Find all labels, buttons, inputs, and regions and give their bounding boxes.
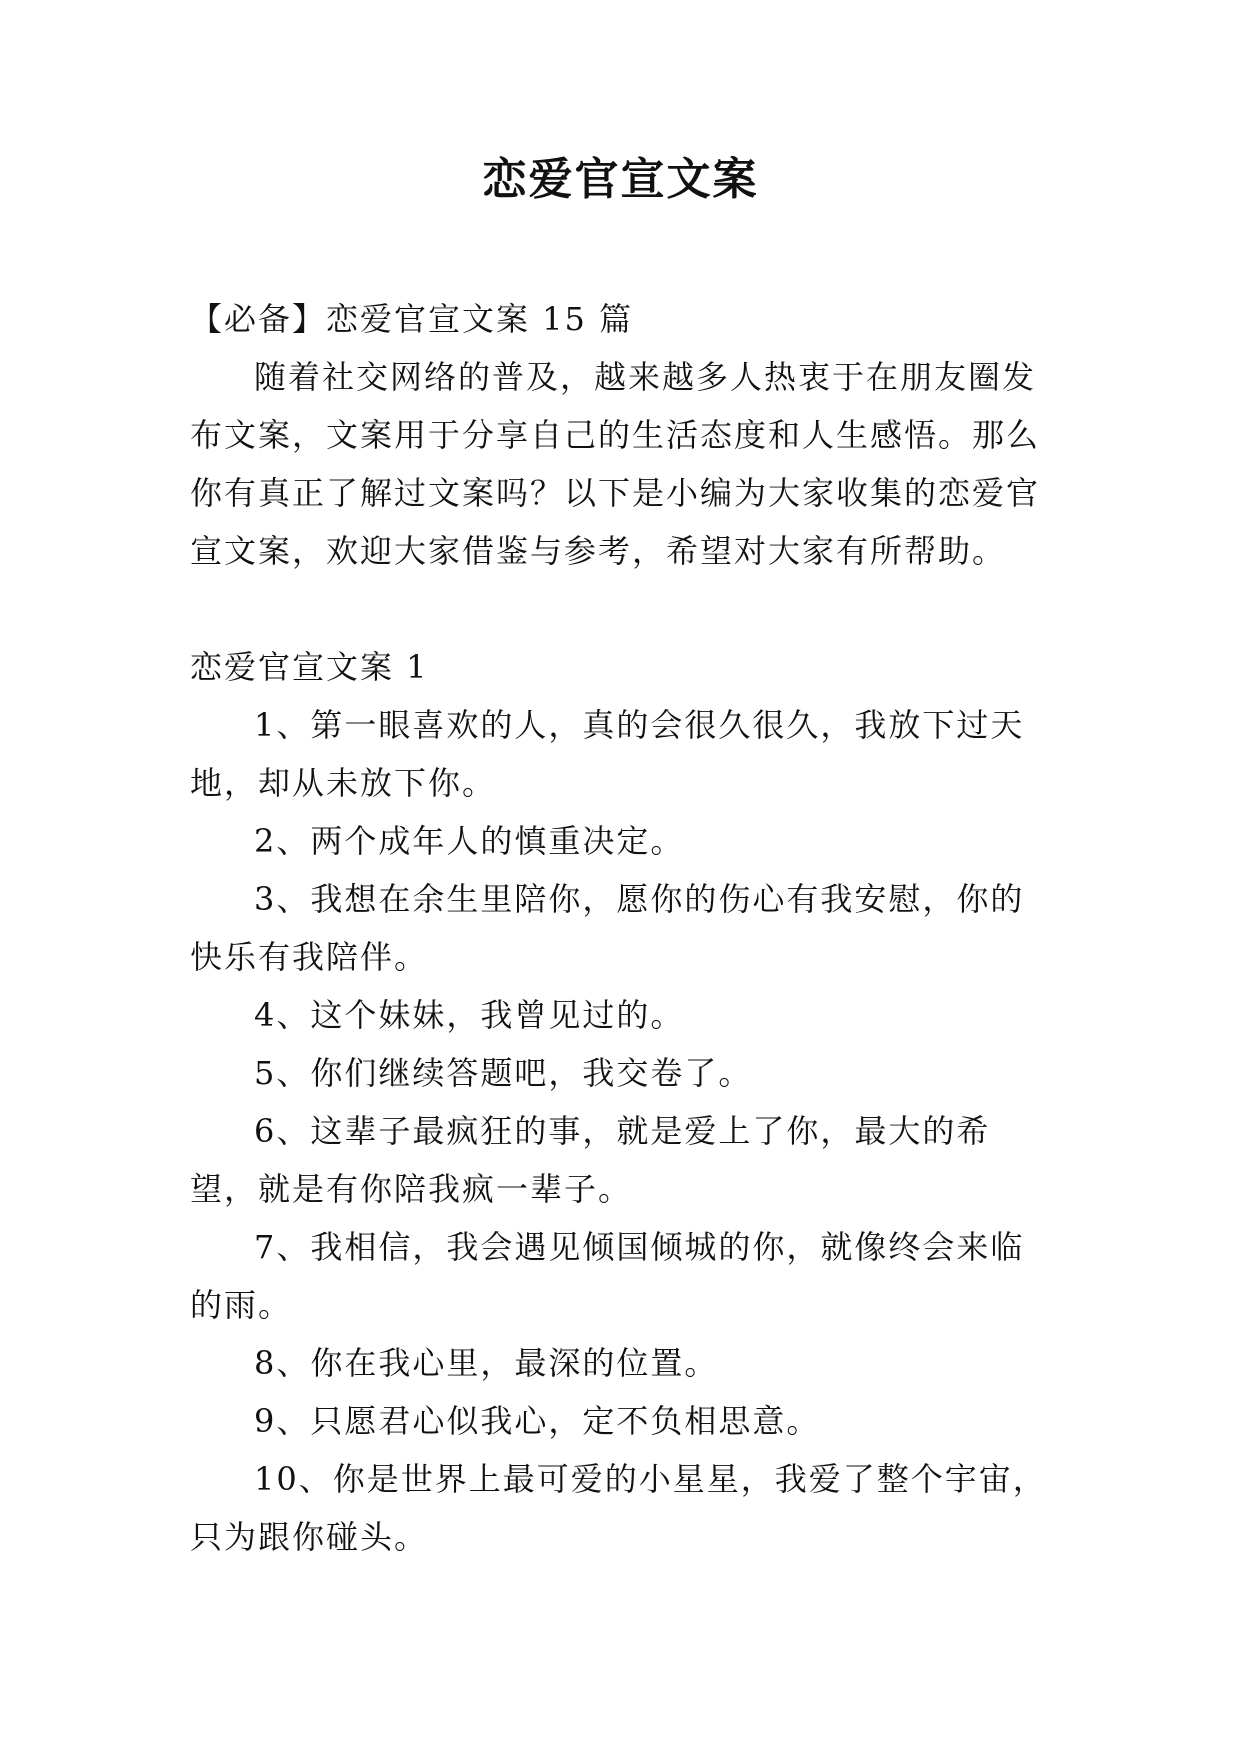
- list-item: 8、你在我心里，最深的位置。: [254, 1344, 719, 1382]
- list-item: 5、你们继续答题吧，我交卷了。: [254, 1054, 753, 1092]
- list-item: 10、你是世界上最可爱的小星星，我爱了整个宇宙，只为跟你碰头。: [190, 1460, 1047, 1556]
- list-item: 2、两个成年人的慎重决定。: [254, 822, 685, 860]
- document-body: [190, 290, 1056, 1566]
- list-item: 1、第一眼喜欢的人，真的会很久很久，我放下过天地，却从未放下你。: [190, 706, 1025, 802]
- list-item: 9、只愿君心似我心，定不负相思意。: [254, 1402, 821, 1440]
- list-item: 4、这个妹妹，我曾见过的。: [254, 996, 685, 1034]
- intro-paragraph: 随着社交网络的普及，越来越多人热衷于在朋友圈发布文案，文案用于分享自己的生活态度和人生感悟。那么你有真正了解过文案吗？以下是小编为大家收集的恋爱官宣文案，欢迎大家借鉴与参考，希望对大家有所帮助。: [190, 358, 1041, 570]
- list-item: 7、我相信，我会遇见倾国倾城的你，就像终会来临的雨。: [190, 1228, 1025, 1324]
- list-item: 6、这辈子最疯狂的事，就是爱上了你，最大的希望，就是有你陪我疯一辈子。: [190, 1112, 991, 1208]
- document-title: 恋爱官宣文案: [482, 154, 759, 205]
- section-heading: 恋爱官宣文案 1: [190, 648, 429, 686]
- list-item: 3、我想在余生里陪你，愿你的伤心有我安慰，你的快乐有我陪伴。: [190, 880, 1025, 976]
- document-subtitle: 【必备】恋爱官宣文案 15 篇: [190, 300, 634, 338]
